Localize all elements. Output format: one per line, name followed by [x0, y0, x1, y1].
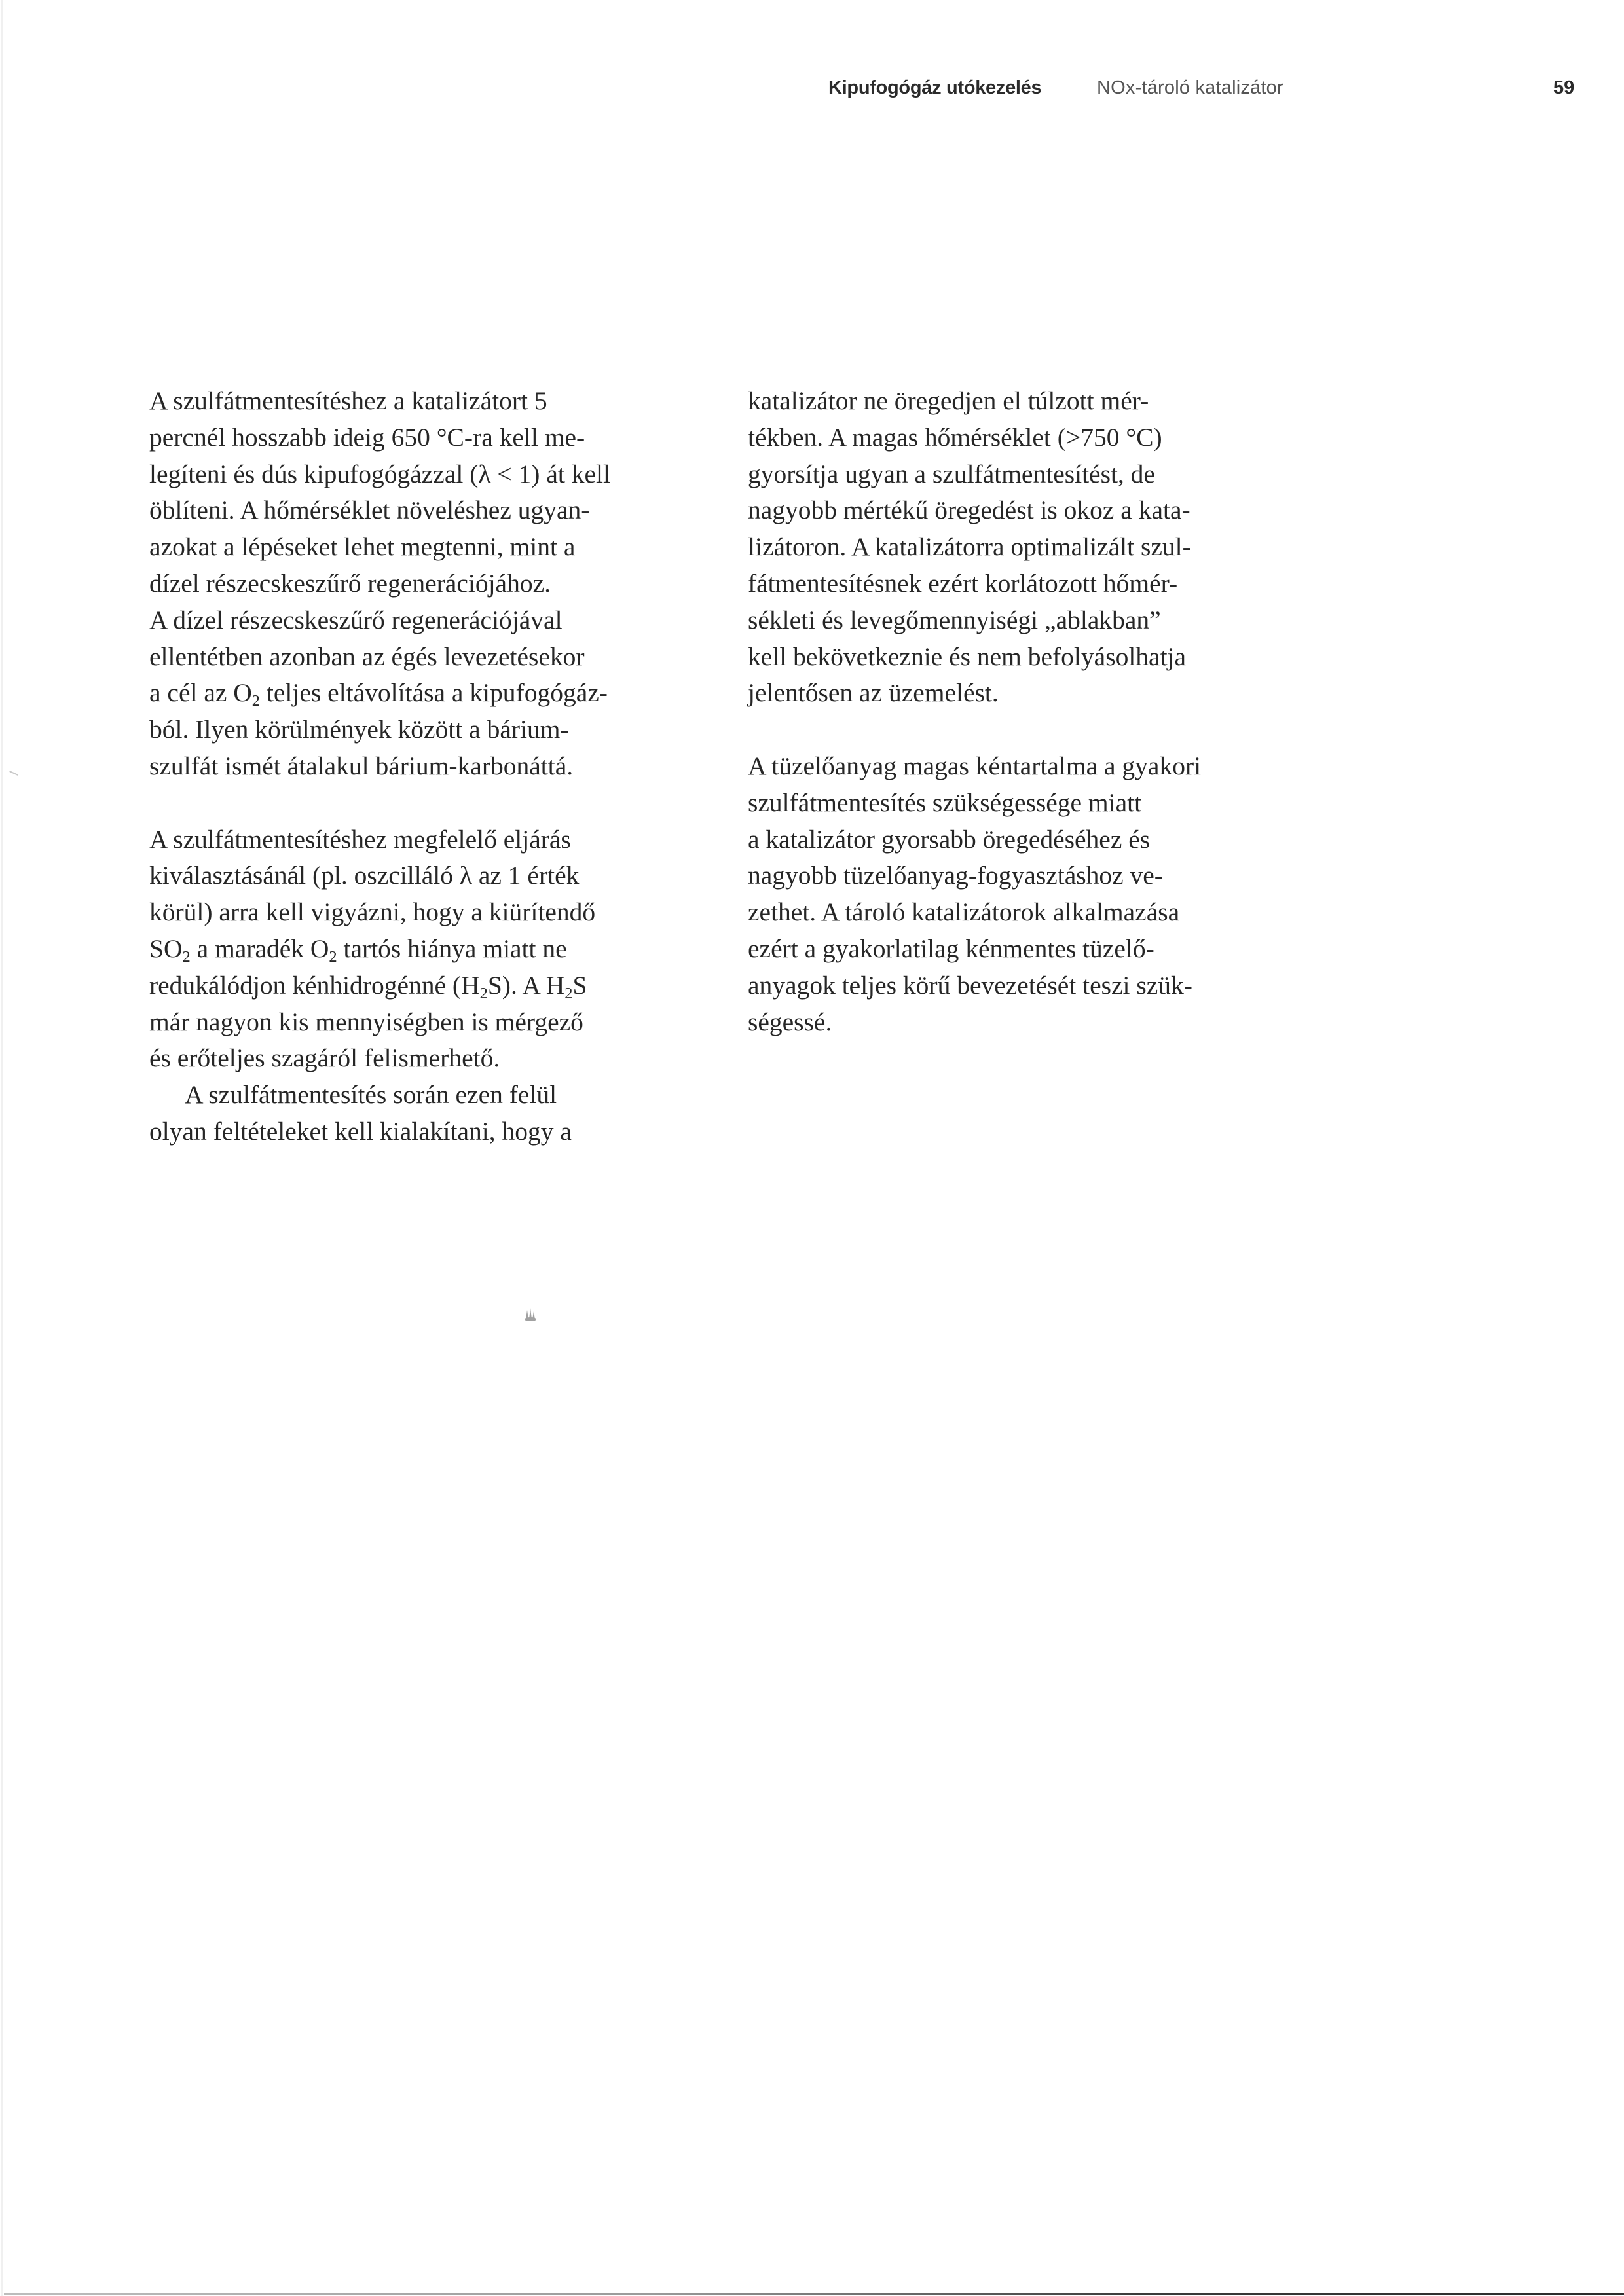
paragraph-gap: [149, 785, 726, 822]
text-run: teljes eltávolítása a kipufogógáz-: [260, 678, 608, 708]
paragraph-temperature-window: [748, 383, 1337, 712]
text-run: S). A H: [487, 970, 565, 1000]
paragraph-sulfur-content: [748, 748, 1337, 1040]
text-line: tékben. A magas hőmérséklet (>750 °C): [748, 422, 1162, 452]
text-line: körül) arra kell vigyázni, hogy a kiürítendő: [149, 898, 596, 927]
text-line: a katalizátor gyorsabb öregedéséhez és: [748, 824, 1151, 854]
header-subsection-title: NOx-tároló katalizátor: [1097, 77, 1283, 98]
text-line: A szulfátmentesítéshez megfelelő eljárás: [149, 824, 571, 854]
paragraph-desulfation-intro: [149, 383, 726, 785]
text-line: dízel részecskeszűrő regenerációjához.: [149, 568, 551, 598]
scan-left-edge: [1, 0, 3, 2296]
text-line: [149, 931, 726, 968]
subscript: 2: [479, 984, 488, 1002]
text-line: ezért a gyakorlatilag kénmentes tüzelő-: [748, 934, 1154, 963]
subscript: 2: [251, 692, 261, 710]
text-run: a maradék O: [190, 934, 329, 963]
subscript: 2: [329, 947, 337, 966]
subscript: 2: [182, 947, 191, 966]
text-line: öblíteni. A hőmérséklet növeléshez ugyan-: [149, 496, 590, 525]
text-line: [149, 675, 726, 712]
running-header: [0, 77, 1624, 110]
text-line: katalizátor ne öregedjen el túlzott mér-: [748, 386, 1149, 415]
text-line: szulfát ismét átalakul bárium-karbonáttá.: [149, 751, 574, 780]
text-line: sékleti és levegőmennyiségi „ablakban”: [748, 605, 1161, 634]
text-line: anyagok teljes körű bevezetését teszi szük-: [748, 970, 1192, 1000]
text-line: fátmentesítésnek ezért korlátozott hőmér-: [748, 568, 1178, 598]
page-number: 59: [1553, 77, 1575, 98]
text-line: ból. Ilyen körülmények között a bárium-: [149, 715, 569, 744]
text-line: olyan feltételeket kell kialakítani, hogy a: [149, 1116, 572, 1146]
text-line: jelentősen az üzemelést.: [748, 678, 999, 708]
paragraph-procedure-selection: [149, 822, 726, 1078]
left-column: [149, 383, 726, 1150]
text-run: a cél az O: [149, 678, 252, 708]
text-line: azokat a lépéseket lehet megtenni, mint a: [149, 532, 576, 562]
text-line: ellentétben azonban az égés levezetésekor: [149, 642, 585, 671]
text-run: SO: [149, 934, 183, 963]
text-line: már nagyon kis mennyiségben is mérgező: [149, 1007, 583, 1036]
text-run: redukálódjon kénhidrogénné (H: [149, 970, 480, 1000]
right-column: [748, 383, 1337, 1040]
text-line: kiválasztásánál (pl. oszcilláló λ az 1 érték: [149, 861, 580, 890]
paragraph-gap: [748, 712, 1337, 748]
text-line: és erőteljes szagáról felismerhető.: [149, 1044, 500, 1073]
scan-speck: [521, 1306, 540, 1322]
text-line: [149, 968, 726, 1004]
text-line: kell bekövetkeznie és nem befolyásolhatja: [748, 642, 1187, 671]
scan-bottom-edge: [4, 2293, 1624, 2295]
text-line: legíteni és dús kipufogógázzal (λ < 1) át kell: [149, 459, 610, 488]
text-line: lizátoron. A katalizátorra optimalizált szul-: [748, 532, 1191, 562]
paragraph-aging-conditions: [149, 1077, 726, 1150]
text-line: A dízel részecskeszűrő regenerációjával: [149, 605, 563, 634]
subscript: 2: [564, 984, 573, 1002]
text-line: szulfátmentesítés szükségessége miatt: [748, 788, 1142, 817]
text-run: tartós hiánya miatt ne: [337, 934, 567, 963]
text-line: nagyobb mértékű öregedést is okoz a kata-: [748, 496, 1190, 525]
text-run: S: [572, 970, 587, 1000]
text-line: A tüzelőanyag magas kéntartalma a gyakori: [748, 751, 1202, 780]
text-line: percnél hosszabb ideig 650 °C-ra kell me-: [149, 422, 585, 452]
text-line: A szulfátmentesítés során ezen felül: [185, 1080, 557, 1110]
text-line: A szulfátmentesítéshez a katalizátort 5: [149, 386, 547, 415]
scan-margin-mark: [9, 771, 18, 776]
text-line: nagyobb tüzelőanyag-fogyasztáshoz ve-: [748, 861, 1163, 890]
header-section-title: Kipufogógáz utókezelés: [828, 77, 1042, 98]
text-line: zethet. A tároló katalizátorok alkalmazása: [748, 898, 1180, 927]
text-line: gyorsítja ugyan a szulfátmentesítést, de: [748, 459, 1155, 488]
text-line: ségessé.: [748, 1007, 832, 1036]
